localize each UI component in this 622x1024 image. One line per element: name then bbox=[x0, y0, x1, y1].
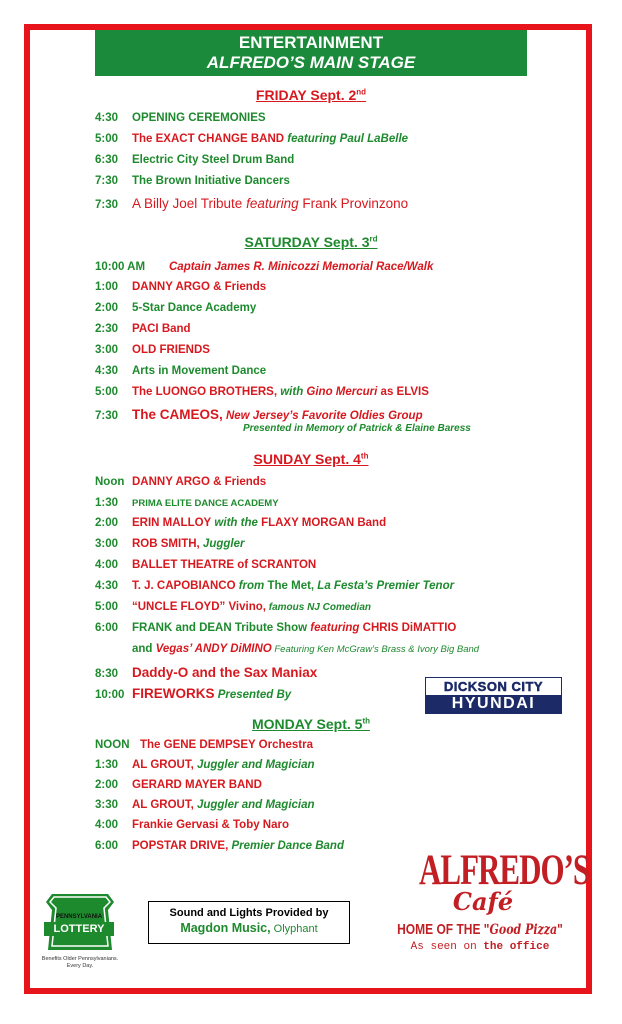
schedule-row: 2:00 GERARD MAYER BAND bbox=[95, 779, 262, 791]
schedule-row: Noon DANNY ARGO & Friends bbox=[95, 476, 267, 488]
schedule-row: 5:00 “UNCLE FLOYD” Vivino, famous NJ Comedian bbox=[95, 601, 371, 613]
schedule-row: 7:30 A Billy Joel Tribute featuring Frank Provinzono bbox=[95, 196, 409, 211]
schedule-row: 4:30 OPENING CEREMONIES bbox=[95, 112, 266, 124]
schedule-row: 2:30 PACI Band bbox=[95, 323, 191, 335]
memorial-note: Presented in Memory of Patrick & Elaine Baress bbox=[243, 423, 471, 434]
header-title: ENTERTAINMENT bbox=[238, 33, 384, 52]
sound-credit-label: Sound and Lights Provided by bbox=[169, 907, 329, 919]
schedule-row: 5:00 The LUONGO BROTHERS, with Gino Mercuri as ELVIS bbox=[95, 386, 429, 398]
schedule-row: 1:00 DANNY ARGO & Friends bbox=[95, 281, 267, 293]
schedule-row: 3:00 OLD FRIENDS bbox=[95, 344, 210, 356]
day-heading-monday: MONDAY Sept. 5th bbox=[251, 716, 371, 732]
schedule-row: 6:00 FRANK and DEAN Tribute Show featuring CHRIS DiMATTIO bbox=[95, 622, 457, 634]
schedule-row: 4:30 T. J. CAPOBIANCO from The Met, La Festa’s Premier Tenor bbox=[95, 580, 455, 592]
schedule-row: 2:00 5-Star Dance Academy bbox=[95, 302, 257, 314]
schedule-row: 4:00 Frankie Gervasi & Toby Naro bbox=[95, 819, 290, 831]
schedule-row: 4:00 BALLET THEATRE of SCRANTON bbox=[95, 559, 317, 571]
schedule-row: 6:00 POPSTAR DRIVE, Premier Dance Band bbox=[95, 840, 344, 852]
sponsor-logo-hyundai: DICKSON CITY HYUNDAI bbox=[425, 677, 562, 714]
schedule-row: 7:30 The Brown Initiative Dancers bbox=[95, 175, 290, 187]
cafe-seen-on: As seen on the office bbox=[410, 941, 550, 953]
schedule-row: 10:00 AM Captain James R. Minicozzi Memorial Race/Walk bbox=[95, 261, 434, 273]
schedule-row: and Vegas’ ANDY DiMINO Featuring Ken McGraw’s Brass & Ivory Big Band bbox=[132, 643, 480, 655]
schedule-row: 3:00 ROB SMITH, Juggler bbox=[95, 538, 245, 550]
sound-credit-company: Magdon Music, Olyphant bbox=[180, 921, 318, 935]
day-heading-friday: FRIDAY Sept. 2nd bbox=[255, 87, 367, 103]
schedule-row: 2:00 ERIN MALLOY with the FLAXY MORGAN Band bbox=[95, 517, 387, 529]
schedule-row: NOON The GENE DEMPSEY Orchestra bbox=[95, 739, 313, 751]
schedule-row: 6:30 Electric City Steel Drum Band bbox=[95, 154, 295, 166]
schedule-row: 8:30 Daddy-O and the Sax Maniax bbox=[95, 665, 318, 680]
day-heading-saturday: SATURDAY Sept. 3rd bbox=[244, 234, 378, 250]
alfredos-cafe-logo bbox=[395, 845, 590, 960]
schedule-row: 7:30 The CAMEOS, New Jersey’s Favorite Oldies Group bbox=[95, 407, 423, 422]
header-banner bbox=[95, 30, 527, 76]
lottery-tagline: Benefits Older Pennsylvanians. Every Day. bbox=[41, 956, 119, 969]
schedule-row: 4:30 Arts in Movement Dance bbox=[95, 365, 267, 377]
lottery-name: LOTTERY bbox=[44, 922, 114, 936]
day-heading-sunday: SUNDAY Sept. 4th bbox=[253, 451, 369, 467]
cafe-word: Café bbox=[452, 887, 514, 916]
lottery-state: PENNSYLVANIA bbox=[55, 914, 103, 920]
schedule-row: 10:00 FIREWORKS Presented By bbox=[95, 686, 292, 701]
schedule-row: 3:30 AL GROUT, Juggler and Magician bbox=[95, 799, 315, 811]
pa-lottery-logo bbox=[30, 888, 130, 983]
cafe-name: ALFREDO’S bbox=[419, 845, 590, 894]
cafe-slogan: HOME OF THE "Good Pizza" bbox=[397, 920, 563, 938]
schedule-row: 5:00 The EXACT CHANGE BAND featuring Paul LaBelle bbox=[95, 133, 409, 145]
sound-credit-box bbox=[148, 901, 350, 944]
schedule-row: 1:30 AL GROUT, Juggler and Magician bbox=[95, 759, 315, 771]
header-subtitle: ALFREDO’S MAIN STAGE bbox=[206, 53, 416, 72]
schedule-row: 1:30 PRIMA ELITE DANCE ACADEMY bbox=[95, 497, 279, 509]
